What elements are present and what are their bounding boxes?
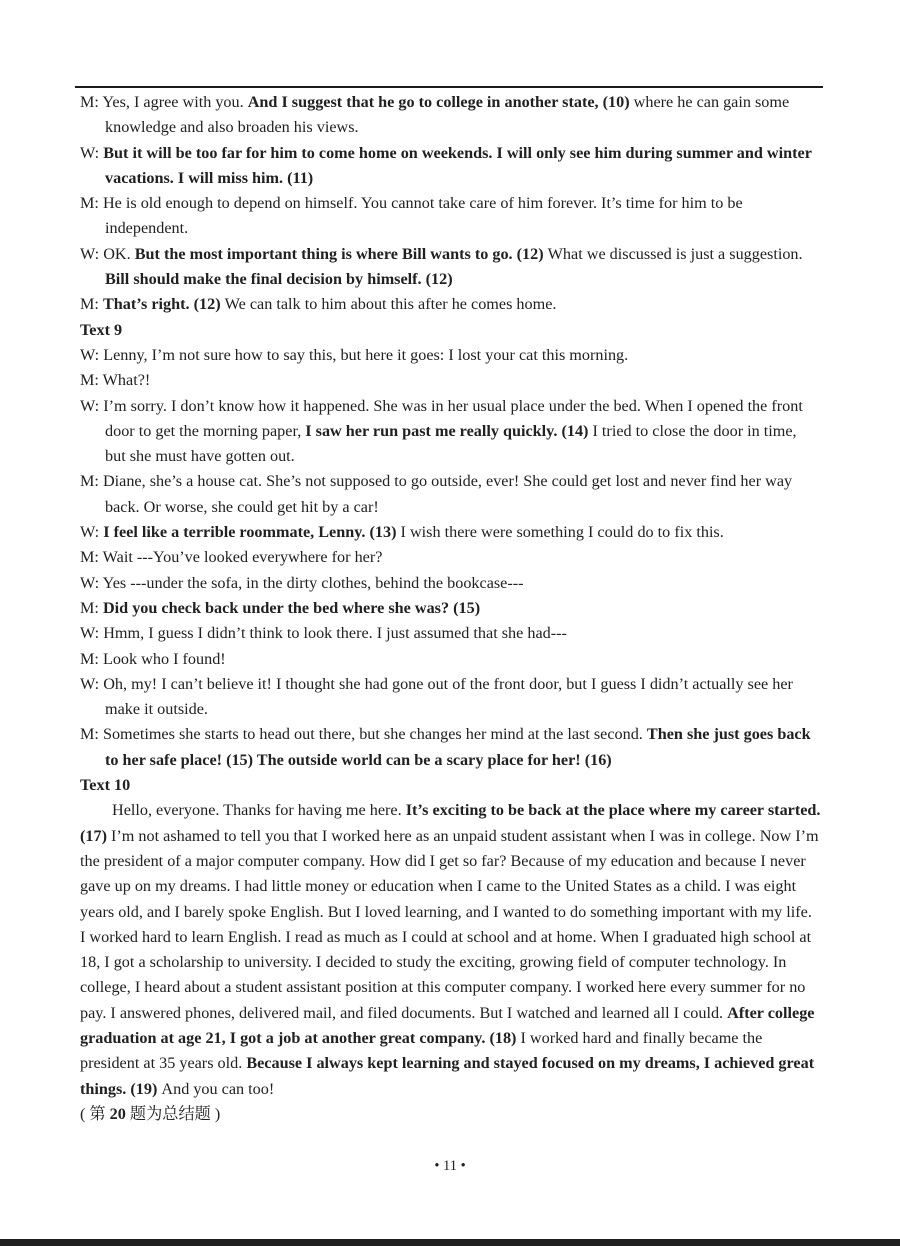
emphasized-text: But it will be too far for him to come home on weekends. I will only see him during summer and winter vacations. I will miss him. (11) [103, 143, 812, 187]
emphasized-text: That’s right. (12) [102, 295, 225, 314]
dialogue-line [80, 722, 821, 773]
dialogue-line [80, 545, 821, 570]
speaker-label: M: [80, 472, 103, 491]
speaker-label: W: [80, 523, 104, 542]
dialogue-line [80, 621, 821, 646]
emphasized-text: And I suggest that he go to college in another state, (10) [247, 93, 634, 111]
text-segment: Lenny, I’m not sure how to say this, but here it goes: I lost your cat this morning. [103, 345, 629, 364]
text-segment: Wait ---You’ve looked everywhere for her? [102, 548, 383, 567]
dialogue-line [80, 647, 821, 672]
text-section-heading: Text 10 [80, 776, 131, 795]
text-segment: Yes, I agree with you. [102, 93, 248, 111]
speaker-label: M: [80, 194, 103, 213]
emphasized-text: Bill should make the final decision by himself. (12) [105, 270, 453, 289]
speaker-label: M: [80, 548, 103, 567]
dialogue-line [80, 571, 821, 596]
text-segment: where he can gain some knowledge and also broaden his views. [105, 93, 790, 137]
emphasized-text: 20 [109, 1104, 126, 1123]
text-segment: I tried to close the door in time, but she must have gotten out. [105, 421, 797, 466]
speaker-label: M: [80, 93, 103, 111]
emphasized-text: But the most important thing is where Bill wants to go. (12) [134, 244, 548, 263]
text-segment: 题为总结题 ) [125, 1104, 221, 1123]
text-segment: I’m sorry. I don’t know how it happened. She was in her usual place under the bed. When I opened the front door to get the morning paper, [103, 396, 803, 440]
text-segment: Sometimes she starts to head out there, but she changes her mind at the last second. [102, 725, 647, 744]
speaker-label: M: [80, 598, 103, 617]
emphasized-text: It’s exciting to be back at the place where my career started. (17) [80, 801, 821, 845]
text-segment: I worked hard and finally became the president at 35 years old. [80, 1028, 763, 1073]
dialogue-line [80, 672, 821, 723]
speaker-label: M: [80, 371, 103, 390]
footer-bar [0, 1239, 900, 1246]
speaker-label: W: [80, 573, 103, 592]
text-segment: What?! [102, 371, 151, 390]
speaker-label: W: [80, 244, 104, 263]
text-segment: And you can too! [161, 1079, 275, 1098]
speaker-label: W: [80, 674, 104, 693]
speaker-label: M: [80, 649, 103, 668]
text-segment: Yes ---under the sofa, in the dirty clothes, behind the bookcase--- [102, 573, 524, 592]
emphasized-text: Did you check back under the bed where she was? (15) [102, 598, 481, 617]
speaker-label: M: [80, 295, 103, 314]
header-rule [75, 86, 823, 88]
dialogue-line [80, 292, 821, 317]
text-segment: What we discussed is just a suggestion. [547, 244, 803, 263]
text-segment: We can talk to him about this after he comes home. [224, 295, 557, 314]
emphasized-text: Because I always kept learning and stayed focused on my dreams, I achieved great things. (19) [80, 1054, 815, 1098]
page-number: • 11 • [434, 1158, 466, 1174]
text-segment: Diane, she’s a house cat. She’s not supposed to go outside, ever! She could get lost and never find her way back. Or worse, she could get hit by a car! [102, 472, 793, 516]
text-section-heading: Text 9 [80, 320, 123, 339]
dialogue-line [80, 343, 821, 368]
speaker-label: W: [80, 624, 104, 643]
text-segment: Look who I found! [102, 649, 226, 668]
dialogue-line [80, 141, 821, 192]
dialogue-line [80, 520, 821, 545]
emphasized-text: Then she just goes back to her safe place! (15) The outside world can be a scary place for her! (16) [105, 725, 811, 769]
note-line [80, 1102, 821, 1127]
text-segment: I’m not ashamed to tell you that I worked here as an unpaid student assistant when I was in college. Now I’m the president of a major computer company. How did I get so far? Because of my education and because I never gave up on my dreams. I had little money or education when I came to the United States as a child. I was eight years old, and I barely spoke English. But I loved learning, and I wanted to do something important with my life. I worked hard to learn English. I read as much as I could at school and at home. When I graduated high school at 18, I got a scholarship to university. I decided to study the exciting, growing field of computer technology. In college, I heard about a student assistant position at this computer company. I worked here every summer for no pay. I answered phones, delivered mail, and filed documents. But I watched and learned all I could. [80, 826, 819, 1022]
dialogue-line [80, 242, 821, 293]
emphasized-text: I saw her run past me really quickly. (14) [305, 421, 593, 440]
text-segment: I wish there were something I could do to fix this. [400, 523, 724, 542]
speaker-label: M: [80, 725, 103, 744]
dialogue-line [80, 596, 821, 621]
text-segment: Hmm, I guess I didn’t think to look there. I just assumed that she had--- [103, 624, 567, 643]
emphasized-text: After college graduation at age 21, I got a job at another great company. (18) [80, 1003, 815, 1047]
dialogue-line [80, 191, 821, 242]
emphasized-text: I feel like a terrible roommate, Lenny. (13) [103, 523, 401, 542]
dialogue-line [80, 469, 821, 520]
text-segment: He is old enough to depend on himself. You cannot take care of him forever. It’s time for him to be independent. [102, 194, 743, 238]
text-segment: OK. [103, 244, 135, 263]
text-segment: Hello, everyone. Thanks for having me here. [112, 801, 406, 820]
monologue-paragraph [80, 798, 821, 1102]
speaker-label: W: [80, 143, 104, 162]
text-segment: ( 第 [80, 1104, 110, 1123]
dialogue-line [80, 394, 821, 470]
speaker-label: W: [80, 345, 104, 364]
dialogue-line [80, 368, 821, 393]
speaker-label: W: [80, 396, 104, 415]
text-segment: Oh, my! I can’t believe it! I thought she had gone out of the front door, but I guess I didn’t actually see her make it outside. [103, 674, 793, 719]
document-content [80, 90, 821, 1127]
dialogue-line [80, 90, 821, 141]
